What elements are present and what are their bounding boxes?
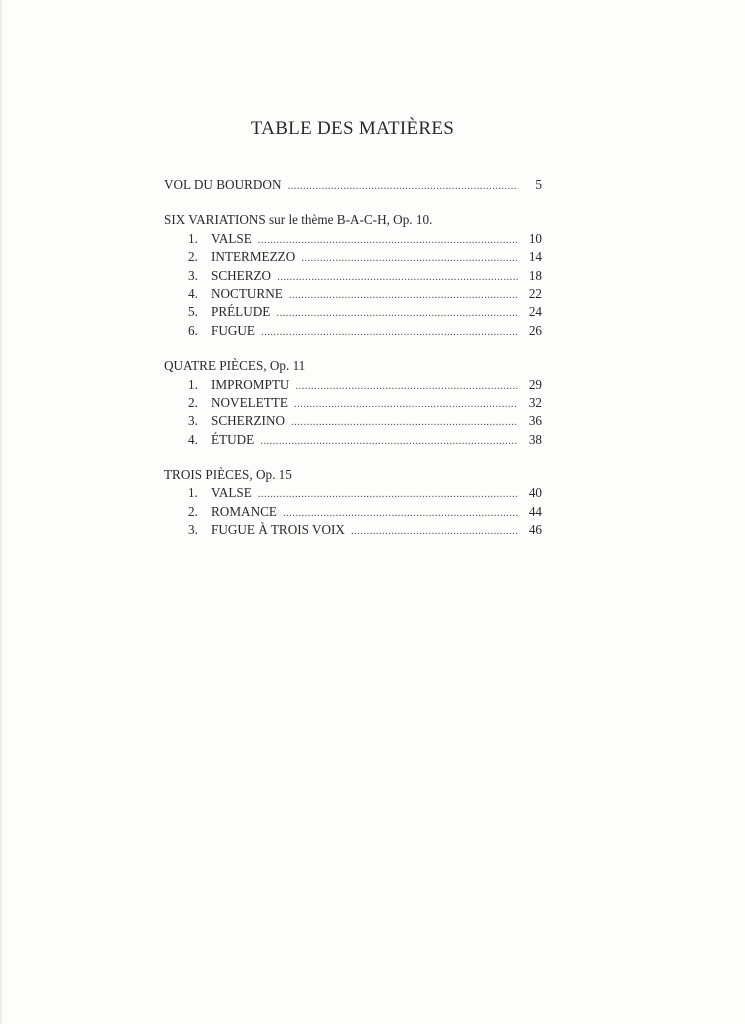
toc-entry-page: 40 [528, 485, 542, 501]
dot-leader [283, 504, 518, 522]
toc-entry-label: PRÉLUDE [211, 304, 271, 320]
toc-entry-page: 5 [535, 177, 542, 192]
toc-section-vol-du-bourdon [164, 176, 542, 194]
toc-entry-label: IMPROMPTU [211, 376, 290, 392]
dot-leader [277, 268, 518, 286]
page-title: TABLE DES MATIÈRES [250, 118, 455, 139]
toc-entry-page: 29 [528, 376, 542, 392]
toc-entry-label: FUGUE À TROIS VOIX [211, 522, 345, 538]
toc-entry[interactable] [164, 376, 542, 394]
toc-entry-page: 10 [528, 230, 542, 246]
toc-section-quatre-pieces [164, 357, 542, 449]
toc-entry-page: 18 [528, 267, 542, 283]
toc-entry-page: 26 [528, 322, 542, 338]
toc-entry[interactable] [164, 503, 542, 521]
toc-entry-page: 36 [528, 413, 542, 429]
toc-entry-number: 3. [188, 522, 198, 538]
dot-leader [289, 286, 518, 304]
toc-entry-number: 3. [188, 413, 198, 429]
toc-entry-number: 4. [188, 285, 198, 301]
dot-leader [351, 522, 518, 540]
dot-leader [295, 377, 518, 395]
dot-leader [260, 432, 518, 450]
toc-entry-number: 6. [188, 322, 198, 338]
toc-section-trois-pieces [164, 466, 542, 540]
toc-entry-number: 2. [188, 394, 198, 410]
toc-entry-label: VALSE [211, 485, 252, 501]
toc-entry-label: VOL DU BOURDON [164, 177, 282, 192]
toc-entry[interactable] [164, 412, 542, 430]
dot-leader [258, 231, 518, 249]
toc-entry[interactable] [164, 322, 542, 340]
dot-leader [258, 485, 518, 503]
dot-leader [291, 413, 518, 431]
toc-entry-page: 14 [528, 249, 542, 265]
toc-entry-label: NOCTURNE [211, 285, 283, 301]
toc-entry-page: 24 [528, 304, 542, 320]
toc-entry[interactable] [164, 431, 542, 449]
toc-entry-page: 44 [528, 503, 542, 519]
toc-section-six-variations [164, 211, 542, 340]
page-edge-shadow [0, 0, 3, 1024]
toc-entry[interactable] [164, 521, 542, 539]
toc-entry[interactable] [164, 484, 542, 502]
toc-entry-number: 4. [188, 431, 198, 447]
toc-entry[interactable] [164, 267, 542, 285]
toc-entry-label: VALSE [211, 230, 252, 246]
toc-entry[interactable] [164, 303, 542, 321]
toc-entry-label: FUGUE [211, 322, 255, 338]
toc-entry-label: NOVELETTE [211, 394, 288, 410]
toc-entry-page: 22 [528, 285, 542, 301]
toc-entry-number: 5. [188, 304, 198, 320]
toc-entry-page: 46 [528, 522, 542, 538]
toc-entry-label: SCHERZO [211, 267, 272, 283]
dot-leader [294, 395, 518, 413]
toc-entry[interactable] [164, 248, 542, 266]
toc-entry[interactable] [164, 176, 542, 194]
dot-leader [261, 323, 518, 341]
dot-leader [301, 249, 518, 267]
toc-entry-number: 2. [188, 249, 198, 265]
toc-entry-number: 2. [188, 503, 198, 519]
toc-entry[interactable] [164, 394, 542, 412]
toc-entry-number: 3. [188, 267, 198, 283]
table-of-contents [164, 176, 542, 557]
dot-leader [276, 304, 518, 322]
toc-entry-number: 1. [188, 230, 198, 246]
toc-entry-label: ÉTUDE [211, 431, 255, 447]
toc-entry-number: 1. [188, 376, 198, 392]
toc-entry-page: 38 [528, 431, 542, 447]
toc-entry[interactable] [164, 230, 542, 248]
toc-entry-label: ROMANCE [211, 503, 277, 519]
toc-entry-label: SCHERZINO [211, 413, 285, 429]
toc-entry-page: 32 [528, 394, 542, 410]
toc-entry[interactable] [164, 285, 542, 303]
section-heading: SIX VARIATIONS sur le thème B-A-C-H, Op. 10. [164, 212, 433, 228]
dot-leader [287, 177, 518, 195]
section-heading: QUATRE PIÈCES, Op. 11 [164, 358, 306, 374]
toc-entry-number: 1. [188, 485, 198, 501]
toc-entry-label: INTERMEZZO [211, 249, 296, 265]
section-heading: TROIS PIÈCES, Op. 15 [164, 467, 292, 483]
